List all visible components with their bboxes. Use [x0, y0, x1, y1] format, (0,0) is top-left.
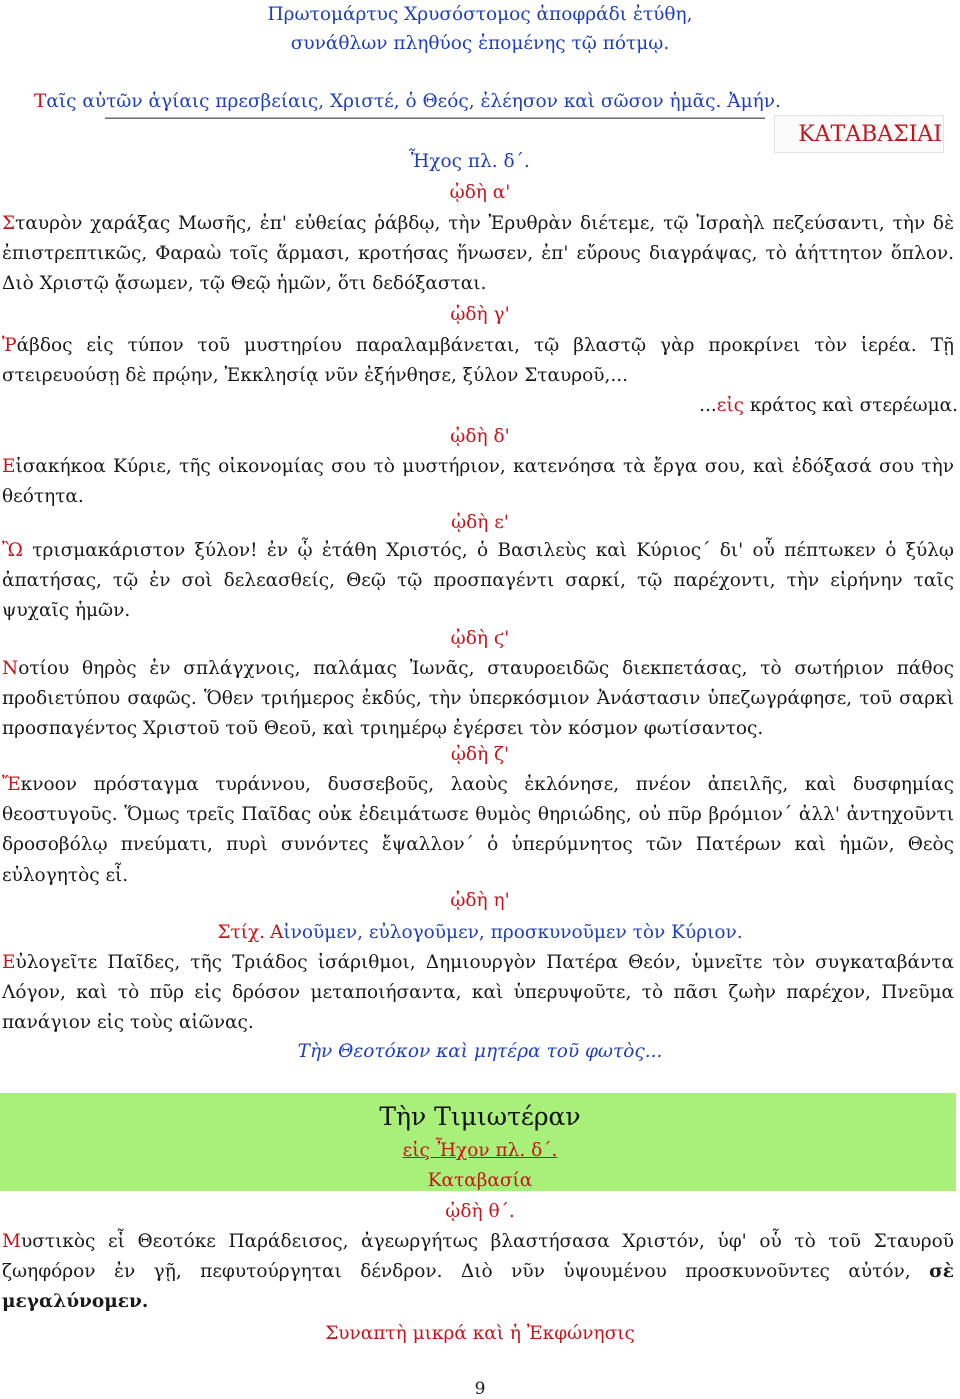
ode5-text [2, 536, 954, 627]
ode3-ending-dots: ... [699, 395, 717, 416]
ode8-initial: Ε [2, 952, 16, 973]
ode3-label: ᾠδὴ γ' [450, 304, 510, 325]
prayer-initial: Τ [34, 91, 47, 112]
ode5-initial: Ὢ [2, 540, 23, 561]
prayer-text: αῖς αὐτῶν ἁγίαις πρεσβείαις, Χριστέ, ὁ Θεός, ἐλέησον καὶ σῶσον ἡμᾶς. Ἀμήν. [46, 91, 781, 112]
ode7-body: κνοον πρόσταγμα τυράννου, δυσσεβοῦς, λαοὺς ἐκλόνησε, πνέον ἀπειλῆς, καὶ δυσφημίας θεοστυγοῦς. Ὅμως τρεῖς Παῖδας οὐκ ἐδειμάτωσε θυμὸς θηριώδης, οὐ πῦρ βρόμιον΄ ἀλλ' ἀντηχοῦντι δροσοβόλῳ πνεύματι, πυρὶ συνόντες ἔψαλλον΄ ὁ ὑπερύμνητος τῶν Πατέρων καὶ ἡμῶν, Θεὸς εὐλογητὸς εἶ. [2, 774, 954, 886]
ode3-initial: Ῥ [2, 335, 17, 356]
timioteran-tone: εἰς Ἦχον πλ. δ΄. [402, 1140, 558, 1161]
katavasia-body: υστικὸς εἶ Θεοτόκε Παράδεισος, ἀγεωργήτως βλαστήσασα Χριστόν, ὑφ' οὗ τὸ τοῦ Σταυροῦ ζωηφόρον ἐν γῇ, πεφυτούργηται δένδρον. Διὸ νῦν ὑψουμένου προσκυνοῦντες αὐτόν, [2, 1231, 954, 1283]
ode3-ending [699, 397, 958, 416]
ode4-label: ᾠδὴ δ' [450, 426, 510, 447]
katavasia-heading: Καταβασία [427, 1170, 533, 1191]
ode7-text [2, 770, 954, 891]
ode4-text [2, 452, 954, 512]
ode6-body: οτίου θηρὸς ἐν σπλάγχνοις, παλάμας Ἰωνᾶς, σταυροειδῶς διεκπετάσας, τὸ σωτήριον πάθος προδιετύπου σαφῶς. Ὅθεν τριήμερος ἐκδύς, τὴν ὑπερκόσμιον Ἀνάστασιν ὑπεζωγράφησε, τοῦ σαρκὶ προσπαγέντος Χριστοῦ τοῦ Θεοῦ, καὶ τριημέρῳ ἐγέρσει τὸν κόσμον φωτίσαντος. [2, 658, 954, 740]
ode8-stich [0, 924, 960, 943]
ode5-body: τρισμακάριστον ξύλον! ἐν ᾧ ἐτάθη Χριστός, ὁ Βασιλεὺς καὶ Κύριος΄ δι' οὗ πέπτωκεν ὁ ξύλῳ ἀπατήσας, τῷ ἐν σοὶ δελεασθείς, Θεῷ τῷ προσπαγέντι σαρκί, τῷ παρέχοντι, τὴν εἰρήνην ταῖς ψυχαῖς ἡμῶν. [2, 540, 954, 622]
section-rule [105, 117, 765, 119]
timioteran-title: Τὴν Τιμιωτέραν [379, 1102, 581, 1131]
ode6-initial: Ν [2, 658, 19, 679]
synapti-line: Συναπτὴ μικρά καὶ ἡ Ἐκφώνησις [325, 1323, 635, 1344]
katavasia-ode-label: ᾠδὴ θ΄. [445, 1201, 515, 1222]
prayer-line [0, 93, 781, 112]
tone-label: Ἦχος πλ. δ΄. [409, 151, 530, 172]
ode1-body: ταυρὸν χαράξας Μωσῆς, ἐπ' εὐθείας ῥάβδῳ, τὴν Ἐρυθρὰν διέτεμε, τῷ Ἰσραὴλ πεζεύσαντι, τὴν δὲ ἐπιστρεπτικῶς, Φαραὼ τοῖς ἅρμασι, κροτήσας ἥνωσεν, ἐπ' εὔρους διαγράψας, τὸ ἀήττητον ὅπλον. Διὸ Χριστῷ ᾄσωμεν, τῷ Θεῷ ἡμῶν, ὅτι δεδόξασται. [2, 213, 954, 295]
ode3-text [2, 331, 954, 391]
ode3-ending-rest: κράτος καὶ στερέωμα. [743, 395, 958, 416]
ode1-initial: Σ [2, 213, 16, 234]
verse-line-1: Πρωτομάρτυς Χρυσόστομος ἀποφράδι ἐτύθη, [267, 4, 693, 25]
ode4-initial: Ε [2, 456, 16, 477]
ode6-text [2, 654, 954, 745]
ode8-body: ὐλογεῖτε Παῖδες, τῆς Τριάδος ἰσάριθμοι, Δημιουργὸν Πατέρα Θεόν, ὑμνεῖτε τὸν συγκαταβάντα Λόγον, καὶ τὸ πῦρ εἰς δρόσον μεταποιήσαντα, καὶ ὑπερυψοῦτε, τὸ πᾶσι ζωὴν παρέχον, Πνεῦμα πανάγιον εἰς τοὺς αἰῶνας. [2, 952, 954, 1034]
stich-label: Στίχ. [217, 922, 266, 943]
ode7-label: ᾠδὴ ζ' [450, 744, 510, 765]
katavasia-initial: Μ [2, 1231, 21, 1252]
ode3-ending-red: εἰς [716, 395, 744, 416]
ode4-body: ἰσακήκοα Κύριε, τῆς οἰκονομίας σου τὸ μυστήριον, κατενόησα τὰ ἔργα σου, καὶ ἐδόξασά σου τὴν θεότητα. [2, 456, 954, 508]
ode8-text [2, 948, 954, 1039]
katavasia-bold-ending: σὲ μεγαλύνομεν. [2, 1261, 954, 1313]
page-number: 9 [474, 1379, 486, 1399]
ode7-initial: Ἔ [2, 774, 21, 795]
ode6-label: ᾠδὴ ϛ' [450, 628, 510, 649]
verse-line-2: συνάθλων πληθύος ἑπομένης τῷ πότμῳ. [290, 33, 670, 54]
theotokon-line: Τὴν Θεοτόκον καὶ μητέρα τοῦ φωτὸς... [297, 1041, 663, 1062]
ode1-text [2, 209, 954, 300]
stich-initial: Α [270, 922, 284, 943]
ode8-label: ᾠδὴ η' [450, 890, 510, 911]
katavasiai-heading: ΚΑΤΑΒΑΣΙΑΙ [798, 122, 942, 147]
ode5-label: ᾠδὴ ε' [451, 512, 509, 533]
katavasia-text [2, 1227, 954, 1318]
ode3-body: άβδος εἰς τύπον τοῦ μυστηρίου παραλαμβάνεται, τῷ βλαστῷ γὰρ προκρίνει τὸν ἱερέα. Τῇ στειρευούσῃ δὲ πρῴην, Ἐκκλησίᾳ νῦν ἐξήνθησε, ξύλον Σταυροῦ,... [2, 335, 954, 387]
stich-text: ἰνοῦμεν, εὐλογοῦμεν, προσκυνοῦμεν τὸν Κύριον. [283, 922, 743, 943]
ode1-label: ᾠδὴ α' [449, 182, 511, 203]
